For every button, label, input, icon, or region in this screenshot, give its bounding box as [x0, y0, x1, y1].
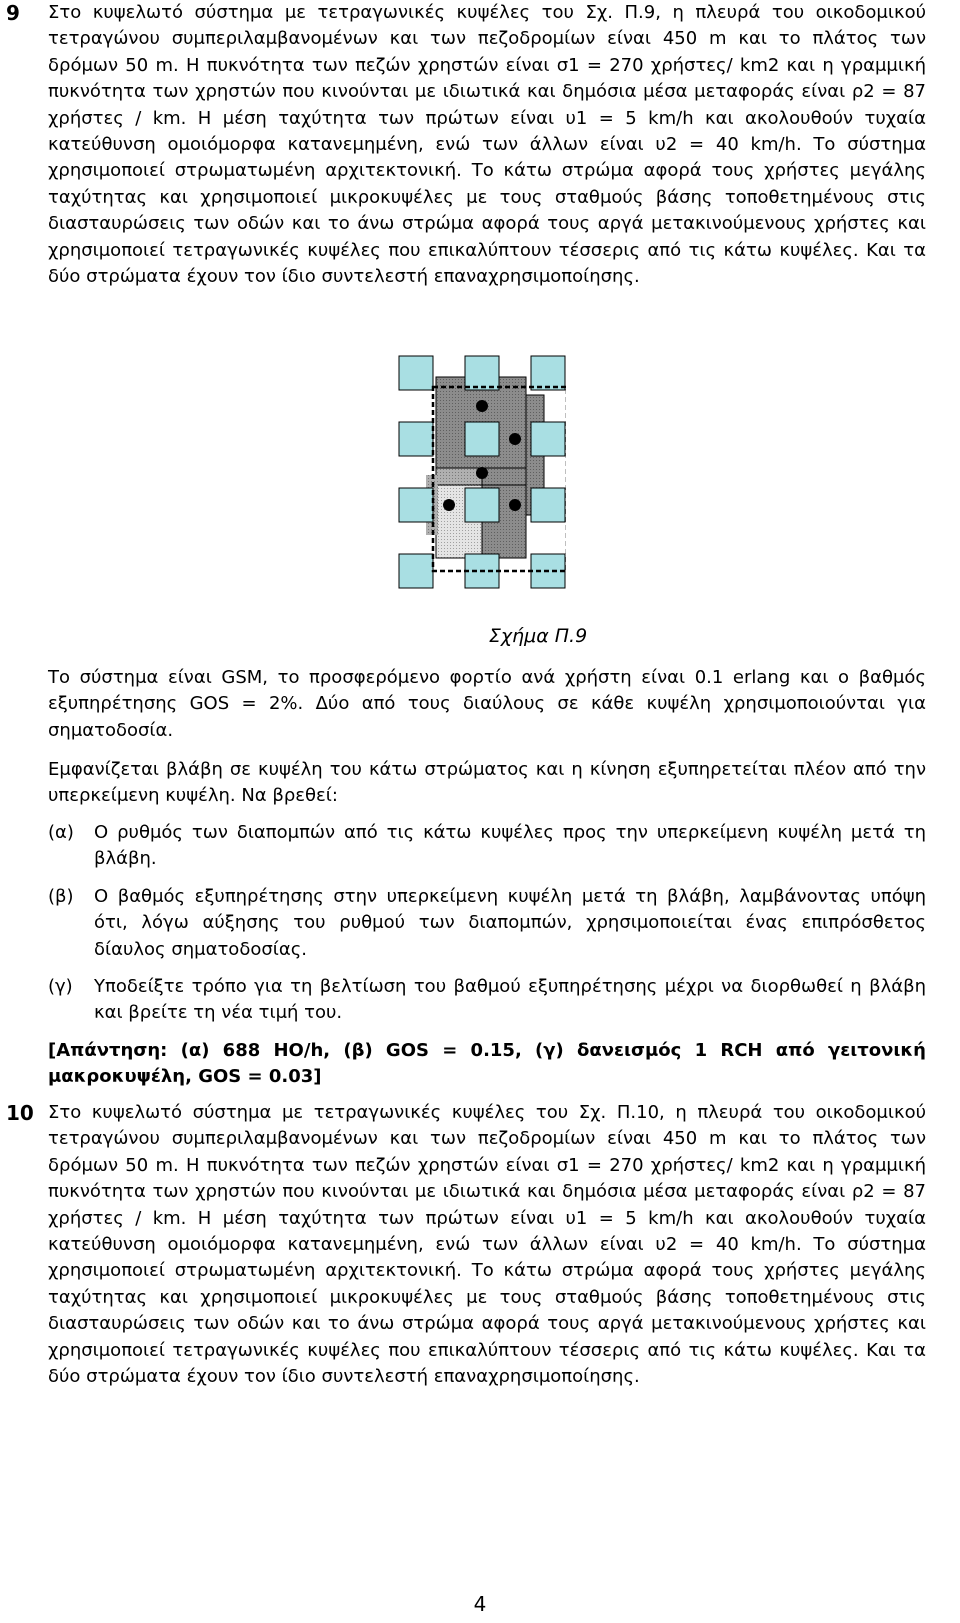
problem-10-intro: Στο κυψελωτό σύστημα με τετραγωνικές κυψέλες του Σχ. Π.10, η πλευρά του οικοδομικού τετραγώνου συμπεριλαμβανομένων και των πεζοδρομίων είναι 450 m και το πλάτος των δρόμων 50 m. Η πυκνότητα των πεζών χρηστών είναι σ1 = 270 χρήστες/ km2 και η γραμμική πυκνότητα των χρηστών που κινούνται με ιδιωτικά και δημόσια μέσα μεταφοράς είναι ρ2 = 87 χρήστες / km. Η μέση ταχύτητα των πρώτων είναι υ1 = 5 km/h και ακολουθούν τυχαία κατεύθυνση ομοιόμορφα κατανεμημένη, ενώ των άλλων είναι υ2 = 40 km/h. Το σύστημα χρησιμοποιεί στρωματωμένη αρχιτεκτονική. Το κάτω στρώμα αφορά τους χρήστες μεγάλης ταχύτητας και χρησιμοποιεί μικροκυψέλες με τους σταθμούς βάσης τοποθετημένους στις διασταυρώσεις των οδών και το άνω στρώμα αφορά τους αργά μετακινούμενους χρήστες και χρησιμοποιεί τετραγωνικές κυψέλες που επικαλύπτουν τέσσερις από τις κάτω κυψέλες. Και τα δύο στρώματα έχουν τον ίδιο συντελεστή επαναχρησιμοποίησης.	[48, 1102, 926, 1388]
question-label: (β)	[48, 886, 74, 907]
base-station	[509, 433, 521, 445]
city-block	[465, 422, 499, 456]
city-block	[531, 422, 565, 456]
city-block	[399, 488, 433, 522]
base-station	[509, 499, 521, 511]
city-block	[399, 356, 433, 390]
base-station	[443, 499, 455, 511]
gsm-paragraph: Το σύστημα είναι GSM, το προσφερόμενο φορτίο ανά χρήστη είναι 0.1 erlang και ο βαθμός εξυπηρέτησης GOS = 2%. Δύο από τους διαύλους σε κάθε κυψέλη χρησιμοποιούνται για σηματοδοσία.	[48, 667, 926, 741]
problem-number: 9	[6, 1, 20, 25]
question-text: Ο ρυθμός των διαπομπών από τις κάτω κυψέλες προς την υπερκείμενη κυψέλη μετά τη βλάβη.	[94, 822, 926, 870]
base-station	[476, 400, 488, 412]
city-block	[399, 554, 433, 588]
base-station	[476, 467, 488, 479]
question-b	[48, 884, 926, 963]
page-number: 4	[473, 1592, 487, 1616]
question-label: (γ)	[48, 976, 73, 997]
problem-number: 10	[6, 1101, 34, 1125]
question-c	[48, 974, 926, 1027]
question-text: Υποδείξτε τρόπο για τη βελτίωση του βαθμού εξυπηρέτησης μέχρι να διορθωθεί η βλάβη και βρείτε τη νέα τιμή του.	[94, 976, 926, 1024]
problem-9-intro: Στο κυψελωτό σύστημα με τετραγωνικές κυψέλες του Σχ. Π.9, η πλευρά του οικοδομικού τετραγώνου συμπεριλαμβανομένων και των πεζοδρομίων είναι 450 m και το πλάτος των δρόμων 50 m. Η πυκνότητα των πεζών χρηστών είναι σ1 = 270 χρήστες/ km2 και η γραμμική πυκνότητα των χρηστών που κινούνται με ιδιωτικά και δημόσια μέσα μεταφοράς είναι ρ2 = 87 χρήστες / km. Η μέση ταχύτητα των πρώτων είναι υ1 = 5 km/h και ακολουθούν τυχαία κατεύθυνση ομοιόμορφα κατανεμημένη, ενώ των άλλων είναι υ2 = 40 km/h. Το σύστημα χρησιμοποιεί στρωματωμένη αρχιτεκτονική. Το κάτω στρώμα αφορά τους χρήστες μεγάλης ταχύτητας και χρησιμοποιεί μικροκυψέλες με τους σταθμούς βάσης τοποθετημένους στις διασταυρώσεις των οδών και το άνω στρώμα αφορά τους αργά μετακινούμενους χρήστες και χρησιμοποιεί τετραγωνικές κυψέλες που επικαλύπτουν τέσσερις από τις κάτω κυψέλες. Και τα δύο στρώματα έχουν τον ίδιο συντελεστή επαναχρησιμοποίησης.	[48, 2, 926, 288]
city-block	[465, 488, 499, 522]
city-block	[399, 422, 433, 456]
city-block	[531, 356, 565, 390]
fault-paragraph: Εμφανίζεται βλάβη σε κυψέλη του κάτω στρώματος και η κίνηση εξυπηρετείται πλέον από την υπερκείμενη κυψέλη. Να βρεθεί:	[48, 759, 926, 807]
figure-caption: Σχήμα Π.9	[488, 625, 588, 647]
city-block	[465, 356, 499, 390]
question-a	[48, 820, 926, 873]
answer-text: [Απάντηση: (α) 688 HO/h, (β) GOS = 0.15, (γ) δανεισμός 1 RCH από γειτονική μακροκυψέλη, GOS = 0.03]	[48, 1040, 926, 1088]
cell-layout-figure	[398, 355, 566, 640]
question-text: Ο βαθμός εξυπηρέτησης στην υπερκείμενη κυψέλη μετά τη βλάβη, λαμβάνοντας υπόψη ότι, λόγω αύξησης του ρυθμού των διαπομπών, χρησιμοποιείται ένας επιπρόσθετος δίαυλος σηματοδοσίας.	[94, 886, 926, 960]
city-block	[531, 488, 565, 522]
question-label: (α)	[48, 822, 74, 843]
